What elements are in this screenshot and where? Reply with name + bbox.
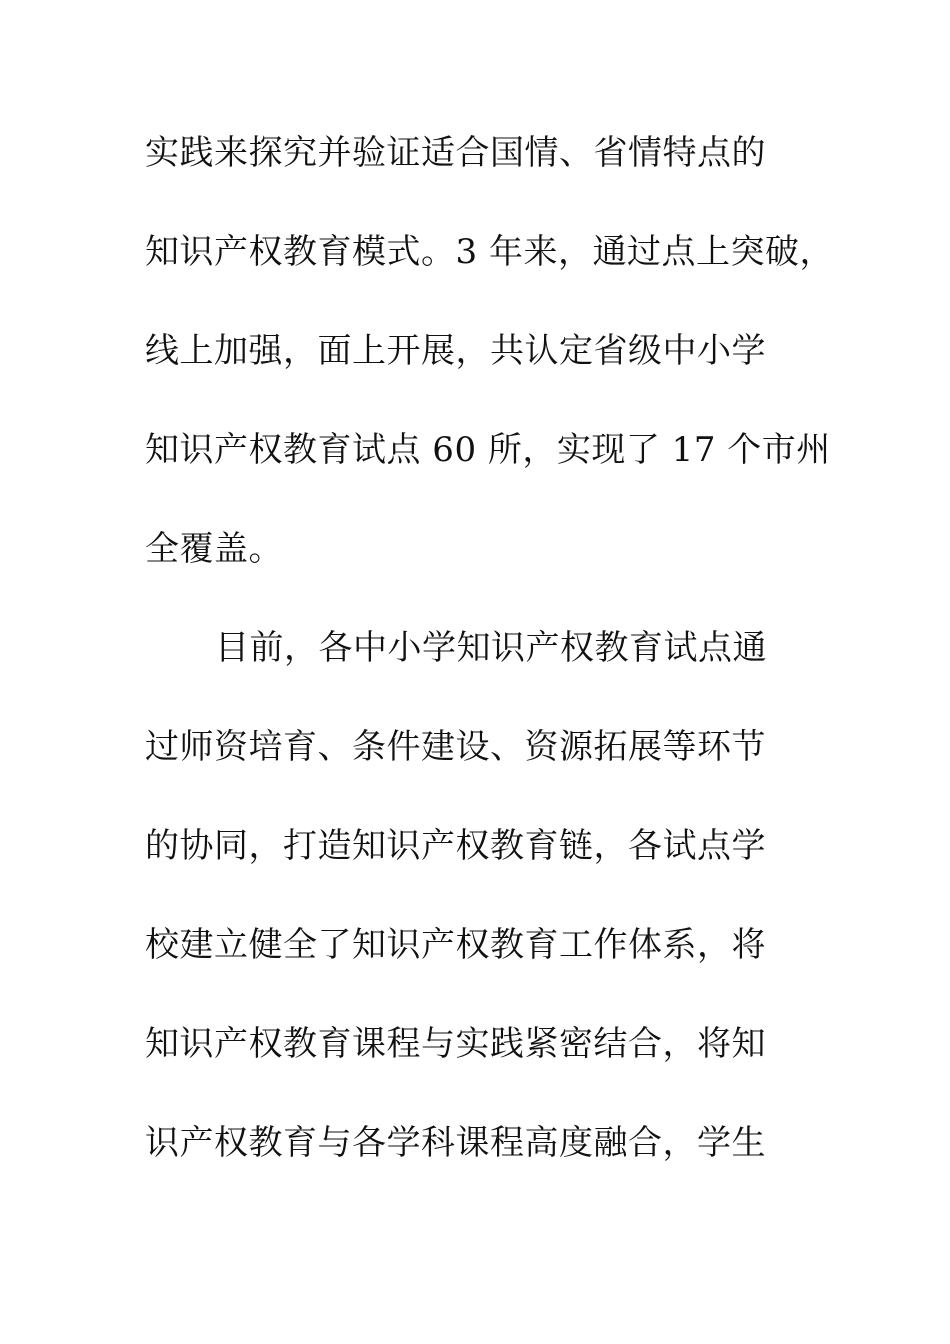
text-line: 知识产权教育课程与实践紧密结合，将知: [145, 1024, 766, 1064]
text-line: 的协同，打造知识产权教育链，各试点学: [145, 826, 766, 866]
text-line: 目前，各中小学知识产权教育试点通: [215, 628, 767, 668]
text-line: 实践来探究并验证适合国情、省情特点的: [145, 133, 766, 173]
text-line: 线上加强，面上开展，共认定省级中小学: [145, 331, 766, 371]
text-line: 过师资培育、条件建设、资源拓展等环节: [145, 727, 766, 767]
text-line: 识产权教育与各学科课程高度融合，学生: [145, 1123, 766, 1163]
text-line: 校建立健全了知识产权教育工作体系，将: [145, 925, 766, 965]
text-line: 知识产权教育试点 60 所，实现了 17 个市州: [145, 430, 831, 470]
text-line: 知识产权教育模式。3 年来，通过点上突破，: [145, 232, 834, 272]
text-line: 全覆盖。: [145, 529, 283, 569]
